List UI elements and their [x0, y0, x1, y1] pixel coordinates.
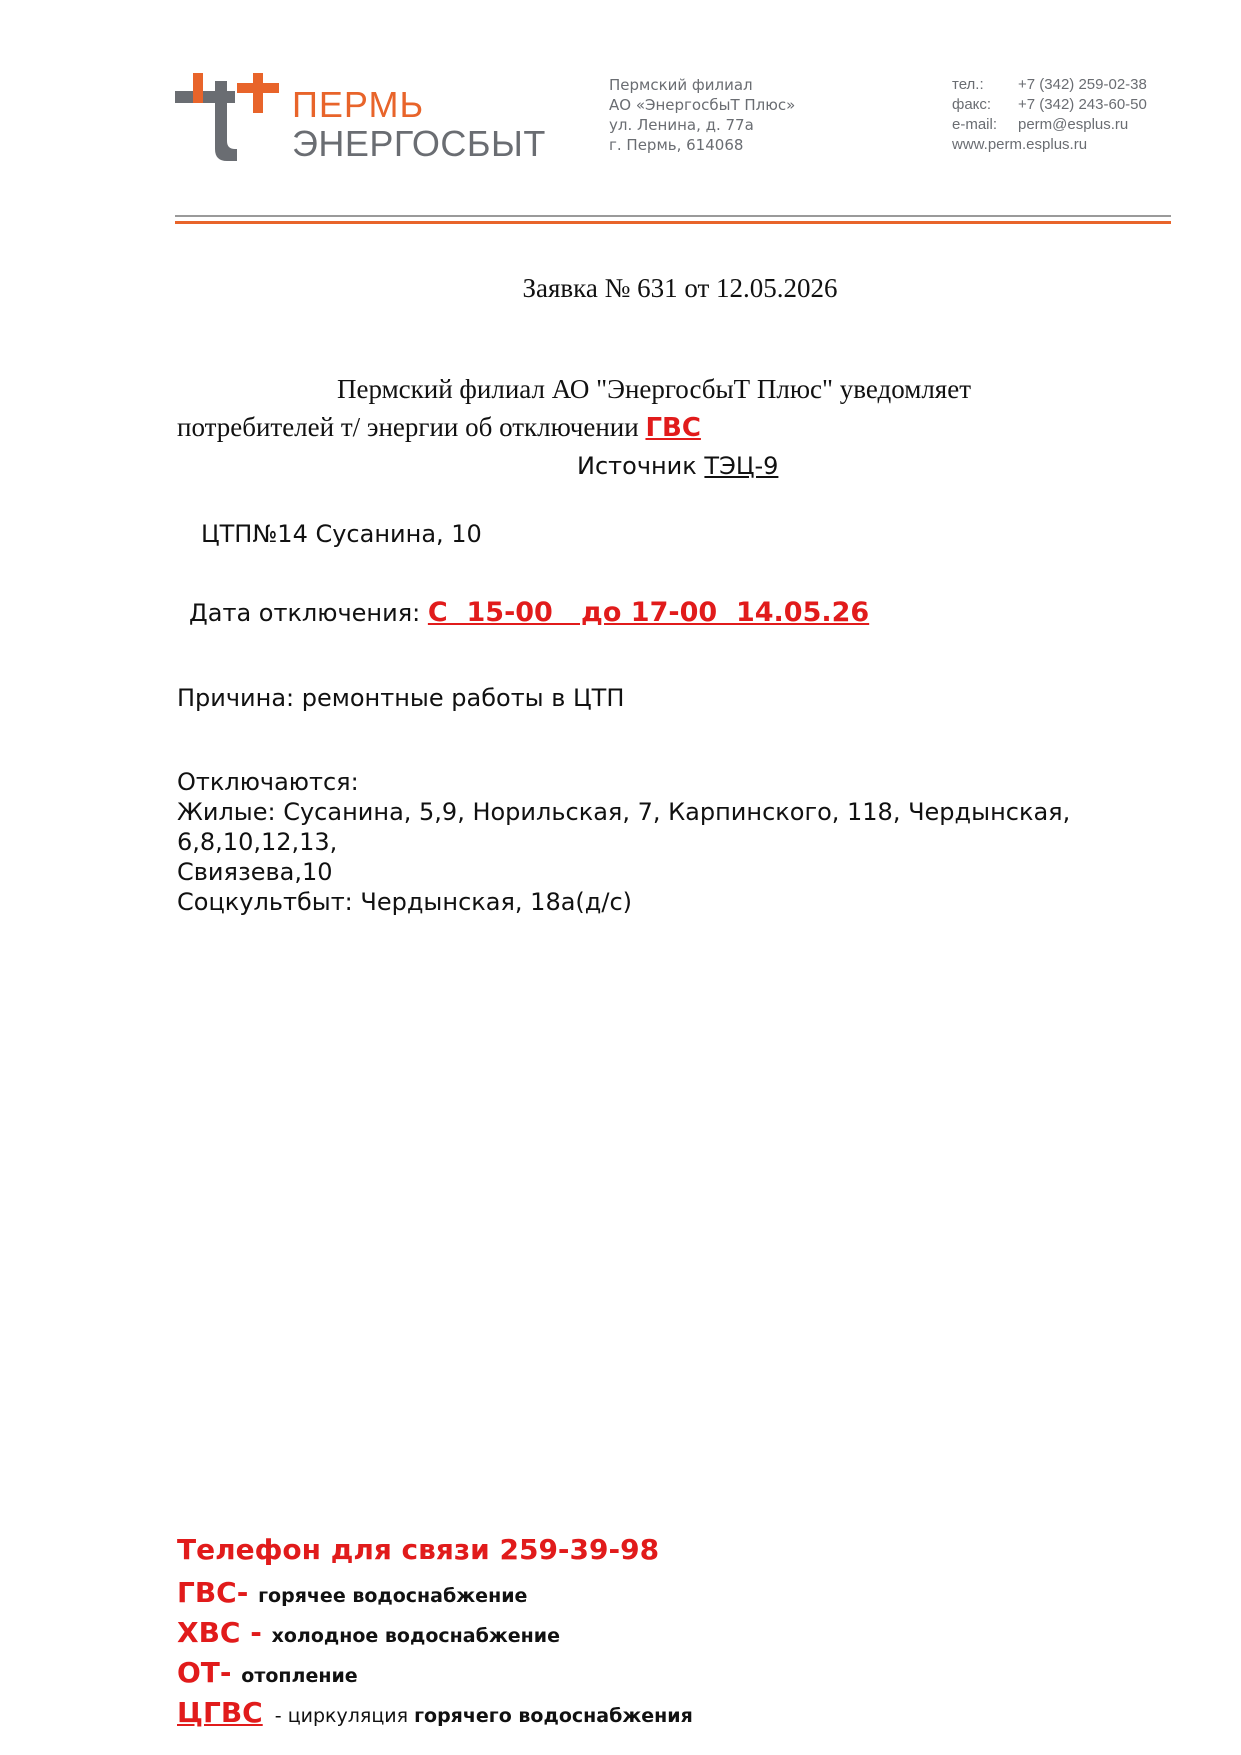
- phone-value: +7 (342) 259-02-38: [1018, 76, 1147, 93]
- legend-row: [177, 1576, 693, 1616]
- logo-mark-icon: [175, 73, 285, 163]
- legend-row: [177, 1696, 693, 1736]
- email-label: e-mail:: [952, 116, 998, 133]
- legend-desc-bold: горячего водоснабжения: [414, 1705, 693, 1727]
- legend-sep: -: [236, 1576, 259, 1609]
- source-label: Источник: [577, 452, 697, 480]
- notice-line-2: [177, 412, 701, 443]
- outage-date: [189, 597, 869, 628]
- address-line: г. Пермь, 614068: [609, 136, 744, 154]
- legend-abbr: ОТ: [177, 1656, 220, 1689]
- abbreviation-legend: [177, 1576, 693, 1736]
- source-value: ТЭЦ-9: [704, 452, 779, 480]
- ctp-station: ЦТП№14 Сусанина, 10: [201, 520, 482, 548]
- affected-residential: Жилые: Сусанина, 5,9, Норильская, 7, Карпинского, 118, Чердынская, 6,8,10,12,13,: [177, 798, 1071, 856]
- outage-reason: Причина: ремонтные работы в ЦТП: [177, 684, 625, 712]
- header-divider-orange: [175, 221, 1171, 224]
- legend-abbr: ГВС: [177, 1576, 237, 1609]
- date-label: Дата отключения:: [189, 599, 421, 627]
- notice-service: ГВС: [645, 413, 701, 443]
- header-divider-gray: [175, 215, 1171, 217]
- legend-sep: -: [240, 1616, 272, 1649]
- legend-row: [177, 1656, 693, 1696]
- request-title: Заявка № 631 от 12.05.2026: [522, 273, 838, 303]
- legend-row: [177, 1616, 693, 1656]
- company-logo: [175, 73, 546, 164]
- address-line: Пермский филиал: [609, 76, 753, 94]
- contact-phone: Телефон для связи 259-39-98: [177, 1533, 660, 1566]
- logo-text-company: ЭНЕРГОСБЫТ: [292, 123, 546, 164]
- email-link[interactable]: perm@esplus.ru: [1018, 116, 1129, 133]
- notice-text: потребителей т/ энергии об отключении: [177, 412, 639, 442]
- date-value: С 15-00 до 17-00 14.05.26: [427, 597, 870, 628]
- legend-desc: отопление: [241, 1665, 358, 1687]
- fax-value: +7 (342) 243-60-50: [1018, 96, 1147, 113]
- phone-label: тел.:: [952, 76, 984, 93]
- company-contacts: [952, 75, 1147, 155]
- legend-abbr: ХВС: [177, 1616, 241, 1649]
- affected-residential-cont: Свиязева,10: [177, 858, 333, 886]
- legend-desc: холодное водоснабжение: [271, 1625, 560, 1647]
- legend-desc-normal: циркуляция: [287, 1705, 415, 1727]
- legend-abbr: ЦГВС: [177, 1696, 263, 1729]
- notice-line-1: Пермский филиал АО "ЭнергосбыТ Плюс" уведомляет: [337, 374, 972, 404]
- legend-desc: горячее водоснабжение: [258, 1585, 528, 1607]
- address-line: ул. Ленина, д. 77а: [609, 116, 754, 134]
- fax-label: факс:: [952, 96, 992, 113]
- legend-sep: -: [262, 1705, 288, 1727]
- company-address: [609, 75, 795, 155]
- affected-list: [177, 767, 1177, 917]
- legend-sep: -: [219, 1656, 242, 1689]
- affected-heading: Отключаются:: [177, 768, 359, 796]
- website-link[interactable]: www.perm.esplus.ru: [952, 136, 1088, 153]
- address-line: АО «ЭнергосбыТ Плюс»: [609, 96, 796, 114]
- heat-source: [577, 452, 778, 480]
- affected-social: Соцкультбыт: Чердынская, 18а(д/с): [177, 888, 633, 916]
- logo-text-city: ПЕРМЬ: [292, 84, 425, 125]
